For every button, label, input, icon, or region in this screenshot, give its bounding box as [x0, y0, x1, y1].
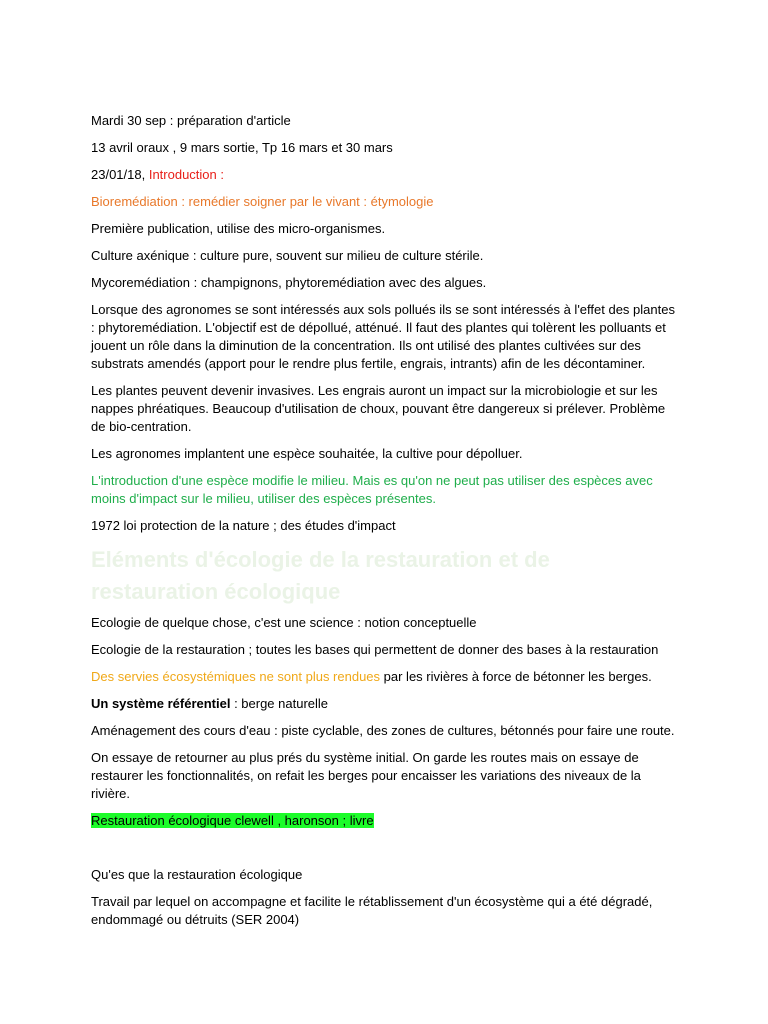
paragraph-agronomists: Lorsque des agronomes se sont intéressés aux sols pollués ils se sont intéressés à l'effet des plantes : phytoremédiation. L'objectif est de dépollué, atténué. Il faut des plantes qui tolèrent les polluants et jouent un rôle dans la diminution de la concentration. Ils ont utilisé des plantes cultivées sur des substrats amendés (apport pour le rendre plus fertile, engrais, intrants) afin de les décontaminer.: [91, 302, 675, 371]
paragraph-mycoremediation: Mycoremédiation : champignons, phytoremédiation avec des algues.: [91, 275, 487, 290]
paragraph-species-introduction: L'introduction d'une espèce modifie le milieu. Mais es qu'on ne peut pas utiliser des espèces avec moins d'impact sur le milieu, utiliser des espèces présentes.: [91, 473, 653, 506]
paragraph-exam-dates: 13 avril oraux , 9 mars sortie, Tp 16 mars et 30 mars: [91, 140, 393, 155]
paragraph-river-development: Aménagement des cours d'eau : piste cyclable, des zones de cultures, bétonnés pour faire une route.: [91, 723, 675, 738]
reference-system-rest: : berge naturelle: [230, 696, 329, 711]
paragraph-restoration-ecology: Ecologie de la restauration ; toutes les bases qui permettent de donner des bases à la restauration: [91, 642, 659, 657]
paragraph-species-implant: Les agronomes implantent une espèce souhaitée, la cultive pour dépolluer.: [91, 446, 523, 461]
paragraph-reference-book: [91, 812, 680, 830]
paragraph-law-1972: 1972 loi protection de la nature ; des études d'impact: [91, 518, 396, 533]
empty-line: [91, 839, 680, 866]
paragraph-intro-line: [91, 166, 680, 184]
paragraph-question: Qu'es que la restauration écologique: [91, 867, 303, 882]
section-heading: Eléments d'écologie de la restauration et de restauration écologique: [91, 547, 550, 604]
ecosystem-services-highlight: Des servies écosystémiques ne sont plus rendues: [91, 669, 381, 684]
ecosystem-services-rest: par les rivières à force de bétonner les berges.: [380, 669, 652, 684]
reference-system-label: Un système référentiel: [91, 696, 231, 711]
paragraph-ser-definition: Travail par lequel on accompagne et facilite le rétablissement d'un écosystème qui a été dégradé, endommagé ou détruits (SER 2004): [91, 894, 653, 927]
paragraph-initial-system: On essaye de retourner au plus prés du système initial. On garde les routes mais on essaye de restaurer les fonctionnalités, on refait les berges pour encaisser les variations des niveaux de la rivière.: [91, 750, 641, 801]
paragraph-invasive-plants: Les plantes peuvent devenir invasives. Les engrais auront un impact sur la microbiologie et sur les nappes phréatiques. Beaucoup d'utilisation de choux, pouvant être dangereux si prélever. Problème de bio-centration.: [91, 383, 666, 434]
intro-date: 23/01/18,: [91, 167, 149, 182]
paragraph-ecosystem-services: [91, 668, 680, 686]
intro-label: Introduction :: [148, 167, 224, 182]
paragraph-first-publication: Première publication, utilise des micro-organismes.: [91, 221, 386, 236]
paragraph-ecology-definition: Ecologie de quelque chose, c'est une science : notion conceptuelle: [91, 615, 477, 630]
paragraph-axenic-culture: Culture axénique : culture pure, souvent sur milieu de culture stérile.: [91, 248, 484, 263]
reference-book-highlight: Restauration écologique clewell , haronson ; livre: [91, 813, 374, 828]
paragraph-date-schedule: Mardi 30 sep : préparation d'article: [91, 113, 291, 128]
paragraph-reference-system: [91, 695, 680, 713]
paragraph-bioremediation: Bioremédiation : remédier soigner par le vivant : étymologie: [91, 194, 434, 209]
